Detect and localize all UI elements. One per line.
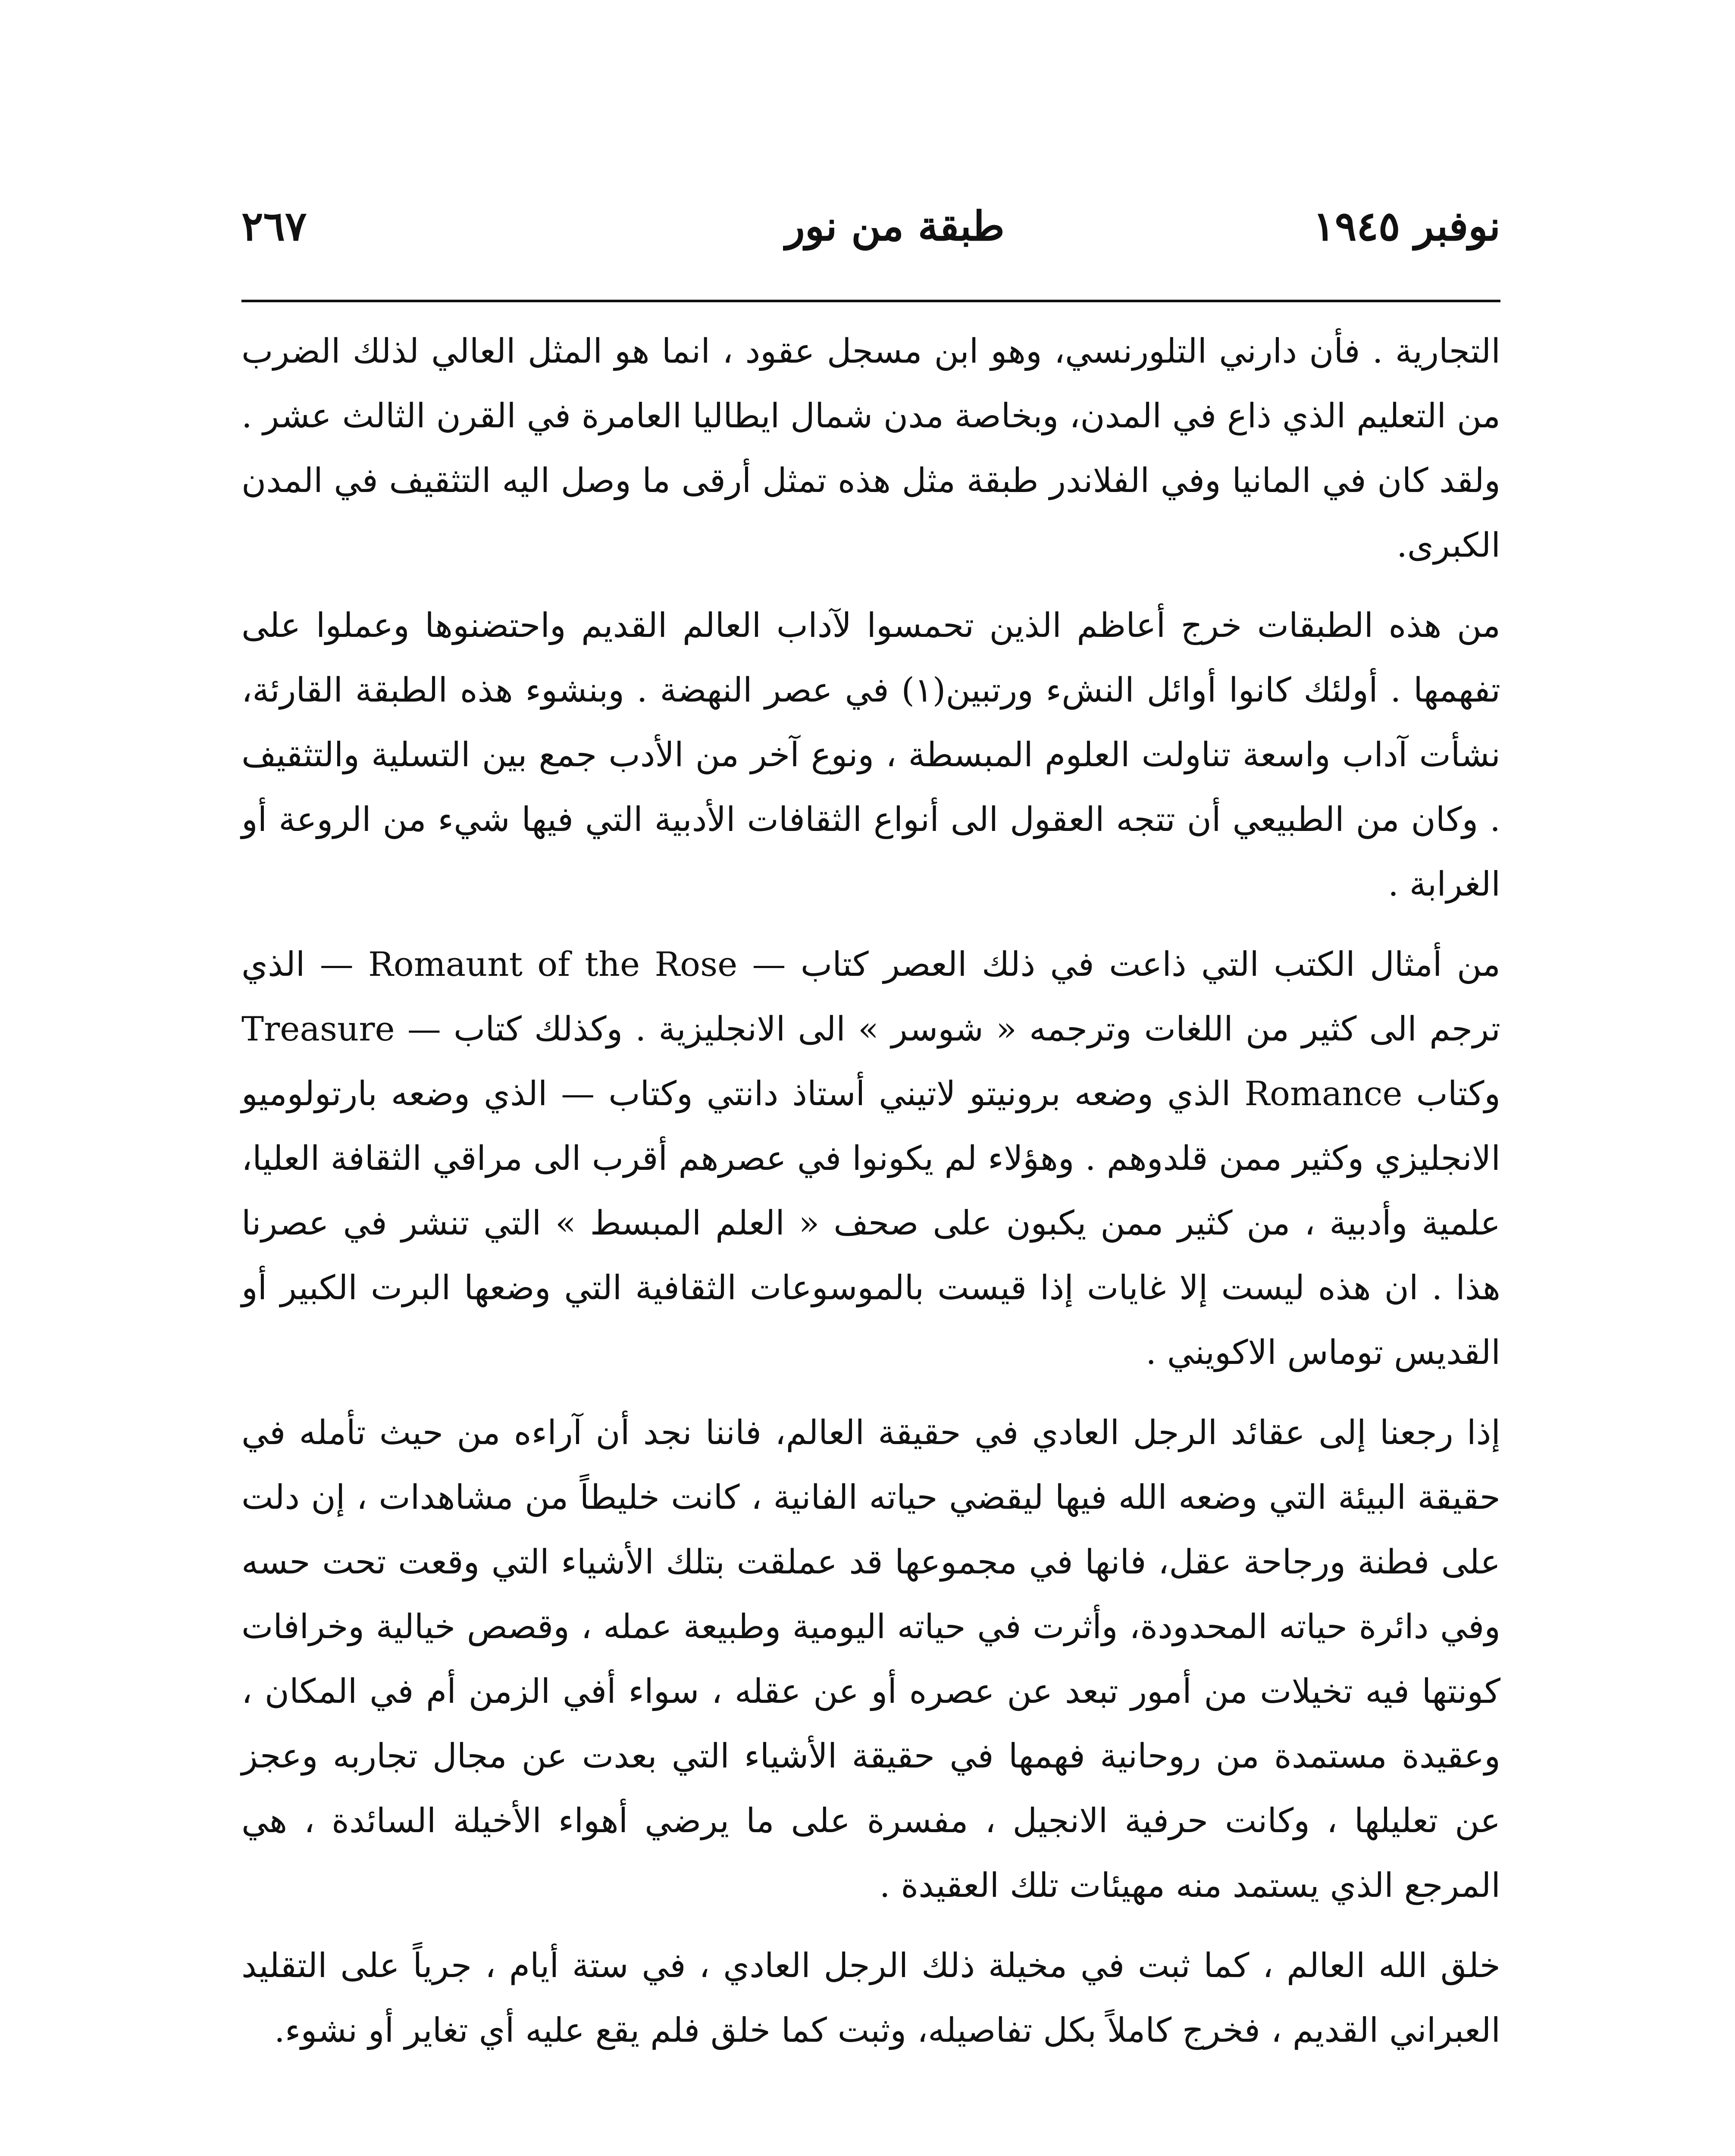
paragraph: من هذه الطبقات خرج أعاظم الذين تحمسوا لآداب العالم القديم واحتضنوها وعملوا على تفهمها . أولئك كانوا أوائل النشء ورتبين(١) في عصر النهضة . وبنشوء هذه الطبقة القارئة، نشأت آداب واسعة تناولت العلوم المبسطة ، ونوع آخر من الأدب جمع بين التسلية والتثقيف . وكان من الطبيعي أن تتجه العقول الى أنواع الثقافات الأدبية التي فيها شيء من الروعة أو الغرابة . (241, 606, 1501, 904)
page-number: ٢٦٧ (241, 203, 307, 250)
paragraph: إذا رجعنا إلى عقائد الرجل العادي في حقيقة العالم، فاننا نجد أن آراءه من حيث تأمله في حقيقة البيئة التي وضعه الله فيها ليقضي حياته الفانية ، كانت خليطاً من مشاهدات ، إن دلت على فطنة ورجاحة عقل، فانها في مجموعها قد عملقت بتلك الأشياء التي وقعت تحت حسه وفي دائرة حياته المحدودة، وأثرت في حياته اليومية وطبيعة عمله ، وقصص خيالية وخرافات كونتها فيه تخيلات من أمور تبعد عن عصره أو عن عقله ، سواء أفي الزمن أم في المكان ، وعقيدة مستمدة من روحانية فهمها في حقيقة الأشياء التي بعدت عن مجال تجاربه وعجز عن تعليلها ، وكانت حرفية الانجيل ، مفسرة على ما يرضي أهواء الأخيلة السائدة ، هي المرجع الذي يستمد منه مهيئات تلك العقيدة . (241, 1413, 1500, 1905)
header-date: نوفبر ١٩٤٥ (1313, 203, 1500, 250)
body-text (241, 319, 1500, 2078)
page-header (241, 203, 1500, 267)
header-divider (241, 300, 1500, 302)
paragraph: التجارية . فأن دارني التلورنسي، وهو ابن مسجل عقود ، انما هو المثل العالي لذلك الضرب من التعليم الذي ذاع في المدن، وبخاصة مدن شمال ايطاليا العامرة في القرن الثالث عشر . ولقد كان في المانيا وفي الفلاندر طبقة مثل هذه تمثل أرقى ما وصل اليه التثقيف في المدن الكبرى. (241, 332, 1500, 565)
paragraph: من أمثال الكتب التي ذاعت في ذلك العصر كتاب — Romaunt of the Rose — الذي ترجم الى كثير من اللغات وترجمه « شوسر » الى الانجليزية . وكذلك كتاب — Treasure وكتاب Romance الذي وضعه برونيتو لاتيني أستاذ دانتي وكتاب — الذي وضعه بارتولوميو الانجليزي وكثير ممن قلدوهم . وهؤلاء لم يكونوا في عصرهم أقرب الى مراقي الثقافة العليا، علمية وأدبية ، من كثير ممن يكبون على صحف « العلم المبسط » التي تنشر في عصرنا هذا . ان هذه ليست إلا غايات إذا قيست بالموسوعات الثقافية التي وضعها البرت الكبير أو القديس توماس الاكويني . (241, 945, 1500, 1372)
paragraph: خلق الله العالم ، كما ثبت في مخيلة ذلك الرجل العادي ، في ستة أيام ، جرياً على التقليد العبراني القديم ، فخرج كاملاً بكل تفاصيله، وثبت كما خلق فلم يقع عليه أي تغاير أو نشوء. (241, 1946, 1500, 2050)
header-title: طبقة من نور (785, 203, 1005, 250)
